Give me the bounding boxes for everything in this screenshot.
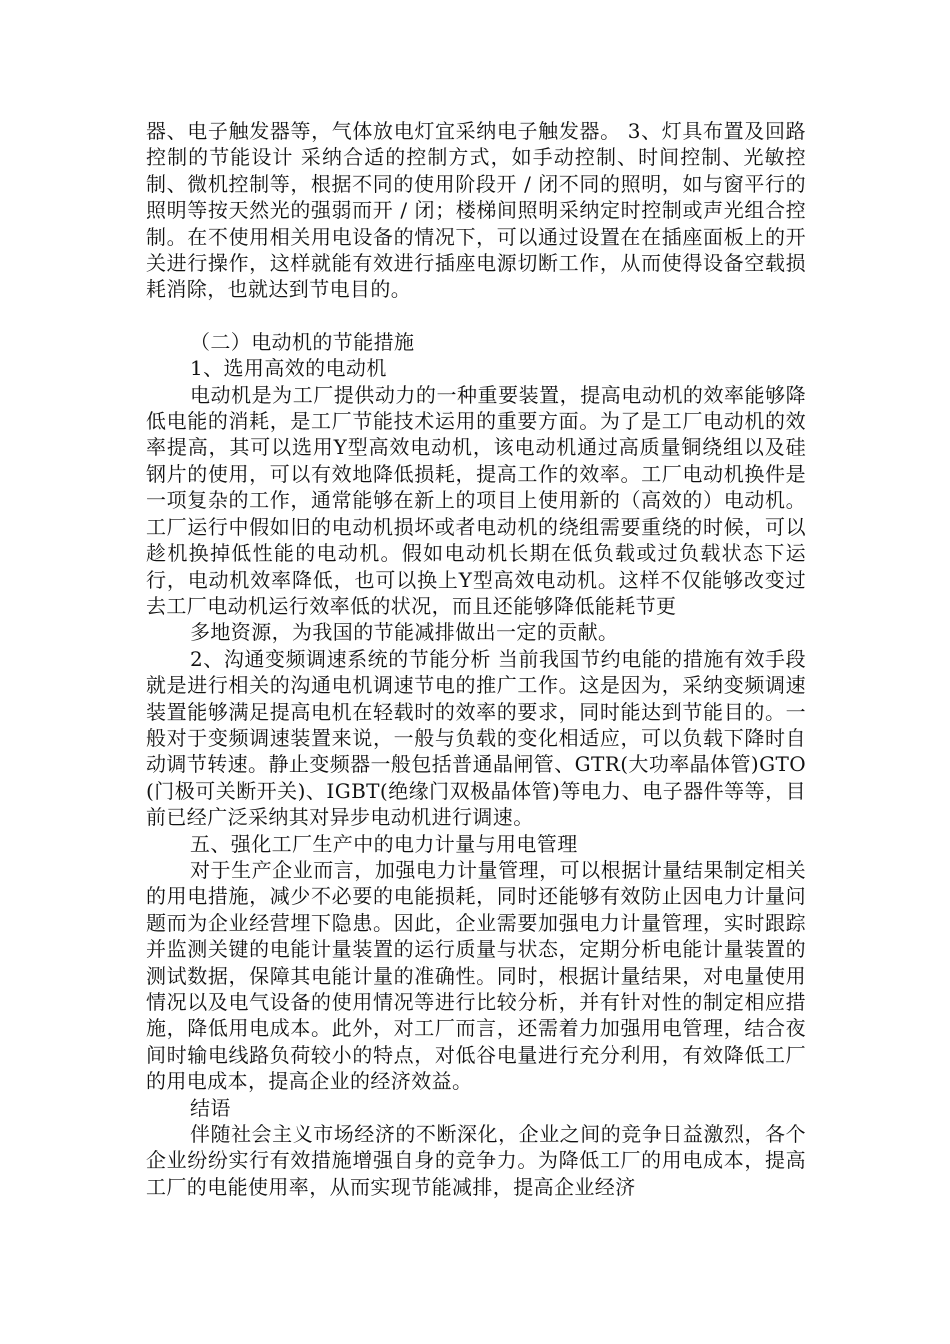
paragraph-variable-frequency: 2、沟通变频调速系统的节能分析 当前我国节约电能的措施有效手段就是进行相关的沟通电机调速节电的推广工作。这是因为，采纳变频调速装置能够满足提高电机在轻载时的效率的要求，同时能达到节能目的。一般对于变频调速装置来说，一般与负载的变化相适应，可以负载下降时自动调节转速。静止变频器一般包括普通晶闸管、GTR(大功率晶体管)GTO(门极可关断开关)、IGBT(绝缘门双极晶体管)等电力、电子器件等等，目前已经广泛采纳其对异步电动机进行调速。 xyxy=(146,646,806,830)
paragraph-spacer xyxy=(146,303,806,329)
paragraph-metering: 对于生产企业而言，加强电力计量管理，可以根据计量结果制定相关的用电措施，减少不必要的电能损耗，同时还能够有效防止因电力计量问题而为企业经营埋下隐患。因此，企业需要加强电力计量管理，实时跟踪并监测关键的电能计量装置的运行质量与状态，定期分析电能计量装置的测试数据，保障其电能计量的准确性。同时，根据计量结果，对电量使用情况以及电气设备的使用情况等进行比较分析，并有针对性的制定相应措施，降低用电成本。此外，对工厂而言，还需着力加强用电管理，结合夜间时输电线路负荷较小的特点，对低谷电量进行充分利用，有效降低工厂的用电成本，提高企业的经济效益。 xyxy=(146,857,806,1094)
heading-conclusion: 结语 xyxy=(190,1095,231,1120)
section-heading-metering: 五、强化工厂生产中的电力计量与用电管理 xyxy=(190,831,578,856)
subheading-efficient-motor: 1、选用高效的电动机 xyxy=(190,356,387,381)
section-heading-motor-measures: （二）电动机的节能措施 xyxy=(190,329,415,354)
paragraph-resources: 多地资源，为我国的节能减排做出一定的贡献。 xyxy=(190,620,619,645)
paragraph-conclusion: 伴随社会主义市场经济的不断深化，企业之间的竞争日益激烈，各个企业纷纷实行有效措施增强自身的竞争力。为降低工厂的用电成本，提高工厂的电能使用率，从而实现节能减排，提高企业经济 xyxy=(146,1122,806,1199)
document-body xyxy=(146,118,806,1200)
paragraph-efficient-motor: 电动机是为工厂提供动力的一种重要装置，提高电动机的效率能够降低电能的消耗，是工厂节能技术运用的重要方面。为了是工厂电动机的效率提高，其可以选用Y型高效电动机，该电动机通过高质量铜绕组以及硅钢片的使用，可以有效地降低损耗，提高工作的效率。工厂电动机换件是一项复杂的工作，通常能够在新上的项目上使用新的（高效的）电动机。工厂运行中假如旧的电动机损坏或者电动机的绕组需要重绕的时候，可以趁机换掉低性能的电动机。假如电动机长期在低负载或过负载状态下运行，电动机效率降低，也可以换上Y型高效电动机。这样不仅能够改变过去工厂电动机运行效率低的状况，而且还能够降低能耗节更 xyxy=(146,382,806,618)
paragraph-lighting-control: 器、电子触发器等，气体放电灯宜采纳电子触发器。 3、灯具布置及回路控制的节能设计 采纳合适的控制方式，如手动控制、时间控制、光敏控制、微机控制等，根据不同的使用阶段开 / 闭不同的照明，如与窗平行的照明等按天然光的强弱而开 / 闭；楼梯间照明采纳定时控制或声光组合控制。在不使用相关用电设备的情况下，可以通过设置在在插座面板上的开关进行操作，这样就能有效进行插座电源切断工作，从而使得设备空载损耗消除，也就达到节电目的。 xyxy=(146,119,806,302)
